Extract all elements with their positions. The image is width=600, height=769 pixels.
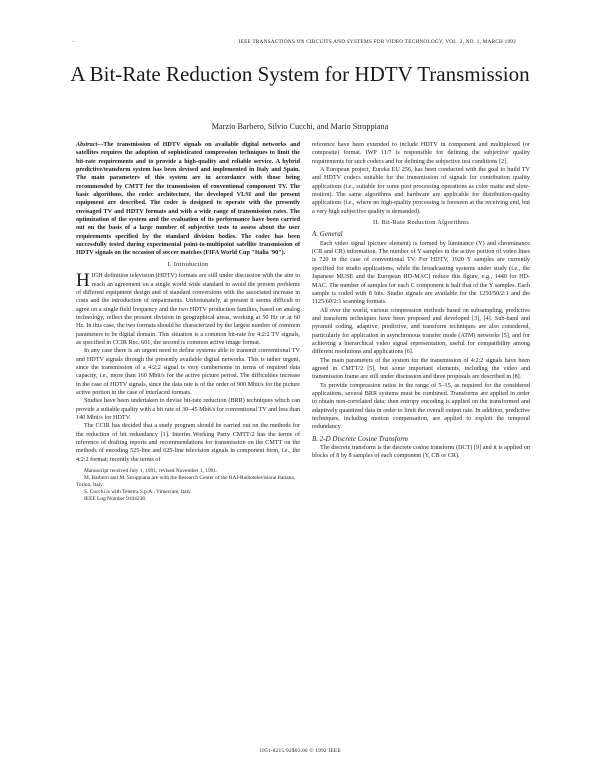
paper-authors: Marzio Barbero, Silvio Cucchi, and Mario Stroppiana [211,122,389,131]
intro-paragraph-1-text: IGH definition television (HDTV) formats are still under discussion with the aim to reach an agreement on a single world wide standard to avoid the present problems of different equipment design and of standard conversions with the associated increase in costs and the introduction of impairments. Unfortunately, at present it seems difficult to agree on a single field frequency and the two HDTV production families, based on analog technology, reflect the present division in geographical areas, working at 50 Hz or at 60 Hz. In this case, the two formats should be characterized by the largest number of common parameters to be digital domain. This situation is a common bit-rate for 4:2:2 TV signals, as specified in CCIR Rec. 601, the second is common active image format. [76,273,300,346]
right-column [312,141,530,461]
left-column [76,141,300,503]
intro-paragraph-5: reference have been extended to include HDTV in component and multiplexed (or composite) format. IWP 11/7 is responsible for defining the subjective quality requirements for such codecs and for defining the subjective test conditions [2]. [312,142,530,165]
footnote-log-number: IEEE Log Number 9104238. [84,496,147,503]
running-header-text: IEEE TRANSACTIONS ON CIRCUITS AND SYSTEMS FOR VIDEO TECHNOLOGY, VOL. 2, NO. 1, MARCH 1992 [238,39,516,45]
footer-copyright-code: 1051-8215/92$03.00 © 1992 IEEE [259,748,341,754]
intro-paragraph-3: Studies have been undertaken to devise bit-rate reduction (BRR) techniques which can provide a suitable quality with a bit rate of 30–45 Mbit/s for conventional TV and less than 140 Mbit/s for HDTV. [76,398,300,421]
footnote-affiliation-telettra: S. Cucchi is with Telettra S.p.A., Vimercate, Italy. [84,489,192,496]
general-paragraph-3: The main parameters of the system for the transmission of 4:2:2 signals have been agreed in CMTT/2 [5], but some important elements, including the video and transmission frame are still under discussion and three proposals are described in [8]. [312,357,530,381]
section-heading-algorithms: II. Bit-Rate Reduction Algorithms [373,219,469,227]
subsection-heading-dct: B. 2-D Discrete Cosine Transform [312,434,408,443]
dct-paragraph-1: The discrete transform is the discrete cosine transform (DCT) [9] and it is applied on blocks of 8 by 8 samples of each component (Y, CB or CR). [312,445,530,460]
subsection-heading-general: A. General [312,230,343,239]
intro-paragraph-6: A European project, Eureka EU 256, has been conducted with the goal to build TV and HDTV codecs suitable for the transmission of signals for contribution quality applications (i.e., suitable for some post processing operations as color matte and slow-motion). The same algorithms and hardware are applicable for distribution-quality applications (i.e., where no high-quality processing is foreseen at the receiving end, but a very high subjective quality is demanded). [312,167,530,215]
abstract-text: —The transmission of HDTV signals on available digital networks and satellites requires the adoption of sophisticated compression techniques to limit the bit-rate requirements and to provide a high-quality and reliable service. A hybrid predictive/transform system has been devised and implemented in Italy and Spain. The main parameters of this system are in accordance with those being recommended by CMTT for the transmission of conventional component TV. The basic algorithms, the codec architecture, the developed VLSI and the present equipment are described. The codec is designed to operate with the presently envisaged TV and HDTV formats and with a wide range of transmission rates. The optimization of the system and the evaluation of its performance have been carried out on the basis of a large number of subjective tests to assess about the user requirements specified by the standard division bodies. The codec has been successfully tested during experimental point-to-multipoint satellite transmission of HDTV signals on the occasion of soccer matches (FIFA World Cup "Italia '90"). [76,142,300,257]
intro-paragraph-1 [76,272,300,347]
footnote-affiliation-rai: M. Barbero and M. Stroppiana are with the Research Center of the RAI-Radiotelevisione Italiana, Torino, Italy. [76,475,296,489]
drop-cap: H [76,270,90,292]
abstract [76,141,300,258]
running-header [0,37,600,47]
general-paragraph-2: All over the world, various compression methods based on subsampling, predictive and transform techniques have been proposed and developed [3], [4]. Sub-band and pyramid coding, adaptive, predictive, and transform techniques are also considered, particularly for application in asynchronous transfer mode (ATM) networks [5], and for achieving a hierarchical video signal representation, useful for compatibility among different resolutions and applications [6]. [312,307,530,356]
paper-title: A Bit-Rate Reduction System for HDTV Transmission [70,62,530,86]
section-heading-introduction: I. Introduction [167,260,209,268]
footnote-received: Manuscript received July 1, 1991; revised November 1, 1991. [84,468,218,475]
abstract-lead: Abstract [76,142,98,148]
footnotes [76,468,300,503]
general-paragraph-1: Each video signal (picture element) is formed by luminance (Y) and chrominance (CB and CR) information. The number of Y samples in the active portion of video lines is 720 in the case of conventional TV. For HDTV, 1920 Y samples are currently specified for studio applications, while the broadcasting systems under study (i.e., the Japanese MUSE and the European HD-MAC) reduce this figure, e.g., 1440 for HD-MAC. The number of samples for each C component is half that of the Y samples. Each sample is coded with 8 bits. Studio signals are available for the 1250/50/2:1 and the 1125/60/2:1 scanning formats. [312,240,530,306]
intro-paragraph-2: In any case there is an urgent need to define systems able to transmit conventional TV and HDTV signals through the presently available digital networks. This is rather urgent, since the transmission of a 4:2:2 signal is very cumbersome in terms of required data capacity, i.e., more than 160 Mbit/s for the active picture period. The difficulties increase in the case of HDTV signals, since the data rate is of the order of 900 Mbit/s for the picture active portion in the case of interlaced formats. [76,348,300,396]
header-mark: · [72,38,75,46]
general-paragraph-4: To provide compression ratios in the range of 5–15, as required for the considered applications, several BRR systems must be combined. Transforms are applied in order to obtain non-correlated data; then entropy encoding is applied on the transformed and adaptively quantized data in order to limit the overall output rate. In addition, predictive techniques, including motion compensation, are applied to exploit the temporal redundancy. [312,382,530,431]
intro-paragraph-4: The CCIR has decided that a study program should be carried out on the methods for the reduction of bit redundancy [1]. Interim Working Party CMTT/2 has the terms of reference of drafting reports and recommendations for transmission on the CMTT on the methods of encoding 525-line and 625-line television signals in component form, i.e., the 4:2:2 format; recently the terms of [76,423,300,463]
